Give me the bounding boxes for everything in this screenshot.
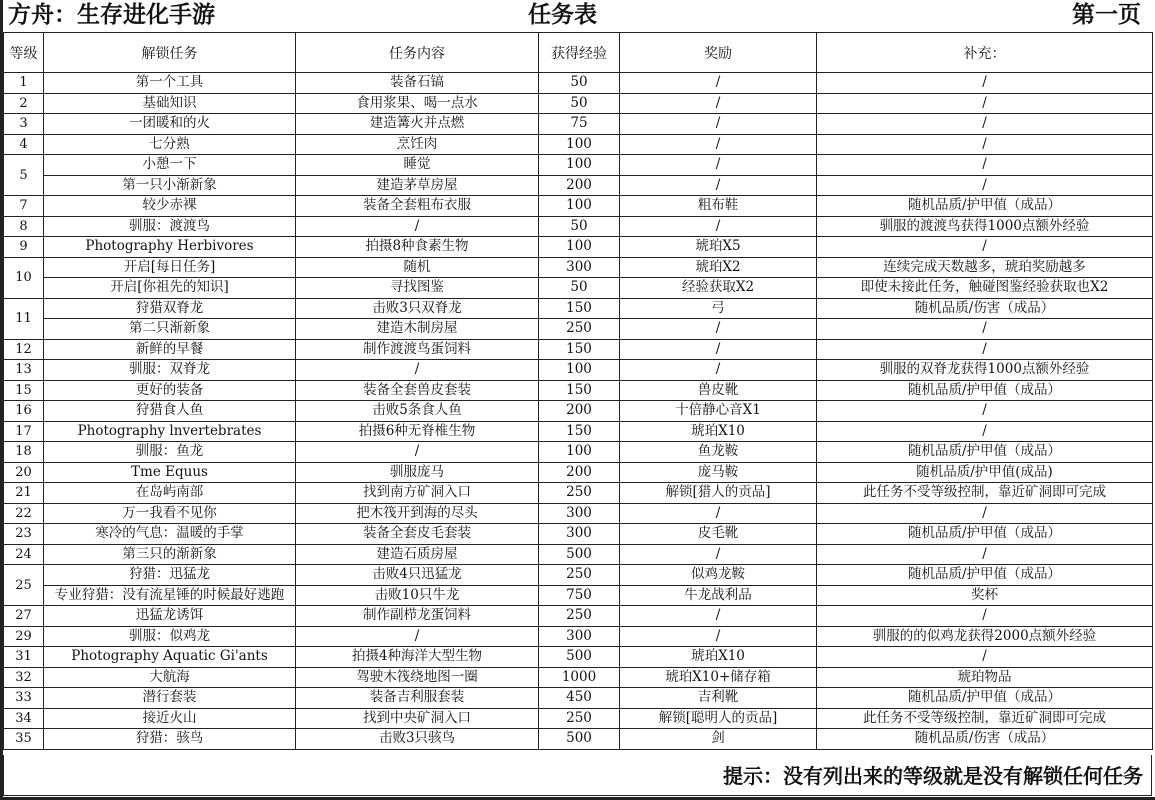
cell-reward: 鱼龙鞍	[620, 442, 817, 463]
cell-exp: 450	[539, 688, 620, 709]
footer-hint: 提示：没有列出来的等级就是没有解锁任何任务	[723, 764, 1143, 788]
cell-level: 7	[4, 196, 44, 217]
cell-level: 16	[4, 401, 44, 422]
cell-content: /	[296, 442, 539, 463]
cell-content: 击败3只骇鸟	[296, 729, 539, 750]
cell-note: /	[817, 319, 1153, 340]
cell-note: /	[817, 114, 1153, 135]
table-row	[4, 708, 1153, 729]
cell-exp: 250	[539, 708, 620, 729]
cell-content: 装备石镐	[296, 73, 539, 94]
cell-exp: 250	[539, 565, 620, 586]
cell-note: 随机品质/护甲值（成品）	[817, 380, 1153, 401]
cell-reward: 粗布鞋	[620, 196, 817, 217]
cell-content: /	[296, 360, 539, 381]
cell-reward: /	[620, 175, 817, 196]
table-row	[4, 442, 1153, 463]
cell-reward: /	[620, 544, 817, 565]
cell-level: 31	[4, 647, 44, 668]
cell-quest: 在岛屿南部	[44, 483, 296, 504]
cell-content: 击败4只迅猛龙	[296, 565, 539, 586]
cell-level: 11	[4, 298, 44, 339]
cell-quest: 狩猎食人鱼	[44, 401, 296, 422]
cell-content: 建造石质房屋	[296, 544, 539, 565]
cell-exp: 200	[539, 462, 620, 483]
cell-content: 拍摄8种食素生物	[296, 237, 539, 258]
column-header-reward: 奖励	[620, 33, 817, 73]
cell-exp: 150	[539, 298, 620, 319]
cell-exp: 50	[539, 278, 620, 299]
cell-level: 3	[4, 114, 44, 135]
page-label: 第一页	[1072, 2, 1141, 28]
cell-reward: /	[620, 503, 817, 524]
cell-level: 15	[4, 380, 44, 401]
cell-note: 随机品质/护甲值（成品）	[817, 196, 1153, 217]
table-row	[4, 216, 1153, 237]
cell-reward: 琥珀X10+储存箱	[620, 667, 817, 688]
table-row	[4, 134, 1153, 155]
cell-quest: 七分熟	[44, 134, 296, 155]
cell-note: /	[817, 134, 1153, 155]
cell-quest: 小憩一下	[44, 155, 296, 176]
cell-exp: 200	[539, 175, 620, 196]
cell-quest: 开启[每日任务]	[44, 257, 296, 278]
cell-reward: 似鸡龙鞍	[620, 565, 817, 586]
cell-exp: 300	[539, 626, 620, 647]
cell-content: 随机	[296, 257, 539, 278]
cell-content: 装备全套兽皮套装	[296, 380, 539, 401]
cell-level: 13	[4, 360, 44, 381]
table-row	[4, 257, 1153, 278]
cell-quest: 更好的装备	[44, 380, 296, 401]
table-row	[4, 298, 1153, 319]
table-row	[4, 175, 1153, 196]
cell-reward: /	[620, 114, 817, 135]
cell-reward: 兽皮靴	[620, 380, 817, 401]
cell-reward: 弓	[620, 298, 817, 319]
cell-exp: 100	[539, 442, 620, 463]
cell-quest: 驯服：渡渡鸟	[44, 216, 296, 237]
table-row	[4, 503, 1153, 524]
cell-reward: 牛龙战利品	[620, 585, 817, 606]
cell-quest: 狩猎双脊龙	[44, 298, 296, 319]
cell-level: 2	[4, 93, 44, 114]
cell-level: 5	[4, 155, 44, 196]
cell-reward: 吉利靴	[620, 688, 817, 709]
cell-content: 击败10只牛龙	[296, 585, 539, 606]
cell-quest: Photography Herbivores	[44, 237, 296, 258]
cell-content: 装备全套粗布衣服	[296, 196, 539, 217]
cell-note: /	[817, 606, 1153, 627]
cell-note: /	[817, 421, 1153, 442]
cell-reward: /	[620, 606, 817, 627]
column-header-note: 补充：	[817, 33, 1153, 73]
cell-level: 32	[4, 667, 44, 688]
table-row	[4, 688, 1153, 709]
column-header-quest: 解锁任务	[44, 33, 296, 73]
cell-reward: /	[620, 134, 817, 155]
cell-content: 睡觉	[296, 155, 539, 176]
cell-level: 35	[4, 729, 44, 750]
cell-note: 随机品质/护甲值(成品)	[817, 462, 1153, 483]
cell-quest: 第三只的渐新象	[44, 544, 296, 565]
cell-note: /	[817, 73, 1153, 94]
cell-note: 此任务不受等级控制，靠近矿洞即可完成	[817, 483, 1153, 504]
cell-note: 随机品质/护甲值（成品）	[817, 442, 1153, 463]
cell-quest: 驯服：似鸡龙	[44, 626, 296, 647]
cell-quest: 驯服：鱼龙	[44, 442, 296, 463]
table-row	[4, 278, 1153, 299]
cell-reward: 解锁[猎人的贡品]	[620, 483, 817, 504]
table-row	[4, 155, 1153, 176]
cell-quest: 较少赤裸	[44, 196, 296, 217]
title-bar	[0, 0, 1155, 32]
cell-content: 击败5条食人鱼	[296, 401, 539, 422]
cell-content: /	[296, 626, 539, 647]
cell-level: 34	[4, 708, 44, 729]
cell-note: /	[817, 237, 1153, 258]
cell-reward: 剑	[620, 729, 817, 750]
cell-exp: 250	[539, 483, 620, 504]
cell-reward: /	[620, 216, 817, 237]
cell-exp: 50	[539, 93, 620, 114]
cell-level: 1	[4, 73, 44, 94]
cell-content: 建造木制房屋	[296, 319, 539, 340]
cell-content: 装备全套皮毛套装	[296, 524, 539, 545]
cell-reward: 经验获取X2	[620, 278, 817, 299]
cell-reward: /	[620, 626, 817, 647]
cell-note: 此任务不受等级控制，靠近矿洞即可完成	[817, 708, 1153, 729]
cell-level: 9	[4, 237, 44, 258]
cell-note: 驯服的渡渡鸟获得1000点额外经验	[817, 216, 1153, 237]
cell-quest: Photography lnvertebrates	[44, 421, 296, 442]
column-header-content: 任务内容	[296, 33, 539, 73]
cell-exp: 300	[539, 503, 620, 524]
cell-note: /	[817, 175, 1153, 196]
table-row	[4, 421, 1153, 442]
table-row	[4, 606, 1153, 627]
cell-note: 驯服的的似鸡龙获得2000点额外经验	[817, 626, 1153, 647]
table-row	[4, 93, 1153, 114]
cell-note: /	[817, 647, 1153, 668]
cell-exp: 250	[539, 319, 620, 340]
cell-note: /	[817, 155, 1153, 176]
cell-note: 即使未接此任务，触碰图鉴经验获取也X2	[817, 278, 1153, 299]
table-row	[4, 667, 1153, 688]
cell-reward: 琥珀X10	[620, 647, 817, 668]
table-row	[4, 73, 1153, 94]
quest-table-body	[4, 73, 1153, 750]
cell-content: 拍摄4种海洋大型生物	[296, 647, 539, 668]
table-row	[4, 462, 1153, 483]
cell-level: 8	[4, 216, 44, 237]
cell-quest: 专业狩猎：没有流星锤的时候最好逃跑	[44, 585, 296, 606]
table-row	[4, 483, 1153, 504]
cell-quest: 驯服：双脊龙	[44, 360, 296, 381]
cell-note: 随机品质/护甲值（成品）	[817, 688, 1153, 709]
cell-exp: 50	[539, 216, 620, 237]
cell-reward: 解锁[聪明人的贡品]	[620, 708, 817, 729]
cell-level: 33	[4, 688, 44, 709]
cell-content: /	[296, 216, 539, 237]
cell-note: /	[817, 401, 1153, 422]
cell-exp: 150	[539, 339, 620, 360]
cell-exp: 200	[539, 401, 620, 422]
cell-exp: 50	[539, 73, 620, 94]
cell-level: 25	[4, 565, 44, 606]
cell-level: 24	[4, 544, 44, 565]
header-row	[4, 33, 1153, 73]
cell-content: 驯服庞马	[296, 462, 539, 483]
cell-reward: /	[620, 155, 817, 176]
cell-reward: /	[620, 319, 817, 340]
table-row	[4, 196, 1153, 217]
cell-exp: 100	[539, 155, 620, 176]
cell-level: 29	[4, 626, 44, 647]
cell-level: 21	[4, 483, 44, 504]
cell-exp: 150	[539, 380, 620, 401]
cell-exp: 100	[539, 360, 620, 381]
cell-content: 建造篝火并点燃	[296, 114, 539, 135]
column-header-exp: 获得经验	[539, 33, 620, 73]
cell-level: 22	[4, 503, 44, 524]
cell-quest: 寒冷的气息：温暖的手掌	[44, 524, 296, 545]
cell-level: 20	[4, 462, 44, 483]
cell-quest: 狩猎：迅猛龙	[44, 565, 296, 586]
cell-content: 烹饪肉	[296, 134, 539, 155]
cell-note: 随机品质/伤害（成品）	[817, 298, 1153, 319]
cell-note: /	[817, 93, 1153, 114]
cell-exp: 100	[539, 237, 620, 258]
cell-note: 随机品质/护甲值（成品）	[817, 565, 1153, 586]
cell-content: 驾驶木筏绕地图一圈	[296, 667, 539, 688]
cell-exp: 75	[539, 114, 620, 135]
cell-note: 驯服的双脊龙获得1000点额外经验	[817, 360, 1153, 381]
cell-quest: 第二只渐新象	[44, 319, 296, 340]
cell-content: 找到南方矿洞入口	[296, 483, 539, 504]
cell-level: 27	[4, 606, 44, 627]
table-row	[4, 626, 1153, 647]
cell-content: 制作副栉龙蛋饲料	[296, 606, 539, 627]
table-row	[4, 114, 1153, 135]
cell-reward: /	[620, 73, 817, 94]
cell-note: /	[817, 503, 1153, 524]
cell-exp: 300	[539, 524, 620, 545]
cell-content: 把木筏开到海的尽头	[296, 503, 539, 524]
cell-level: 10	[4, 257, 44, 298]
cell-reward: 琥珀X10	[620, 421, 817, 442]
cell-reward: /	[620, 360, 817, 381]
quest-table	[3, 32, 1153, 750]
cell-content: 击败3只双脊龙	[296, 298, 539, 319]
cell-level: 23	[4, 524, 44, 545]
cell-content: 装备吉利服套装	[296, 688, 539, 709]
cell-quest: 开启[你祖先的知识]	[44, 278, 296, 299]
cell-level: 4	[4, 134, 44, 155]
cell-quest: 万一我看不见你	[44, 503, 296, 524]
cell-content: 寻找图鉴	[296, 278, 539, 299]
cell-exp: 250	[539, 606, 620, 627]
table-row	[4, 380, 1153, 401]
cell-note: 随机品质/护甲值（成品）	[817, 524, 1153, 545]
table-row	[4, 319, 1153, 340]
cell-reward: 皮毛靴	[620, 524, 817, 545]
cell-quest: 迅猛龙诱饵	[44, 606, 296, 627]
table-row	[4, 585, 1153, 606]
cell-exp: 750	[539, 585, 620, 606]
cell-exp: 1000	[539, 667, 620, 688]
cell-quest: 接近火山	[44, 708, 296, 729]
cell-quest: 新鲜的早餐	[44, 339, 296, 360]
cell-quest: 第一只小渐新象	[44, 175, 296, 196]
cell-level: 18	[4, 442, 44, 463]
cell-level: 12	[4, 339, 44, 360]
quest-table-header	[4, 33, 1153, 73]
cell-exp: 100	[539, 196, 620, 217]
cell-exp: 500	[539, 729, 620, 750]
cell-exp: 300	[539, 257, 620, 278]
cell-content: 拍摄6种无脊椎生物	[296, 421, 539, 442]
cell-reward: 琥珀X5	[620, 237, 817, 258]
cell-note: 奖杯	[817, 585, 1153, 606]
table-row	[4, 544, 1153, 565]
cell-note: 琥珀物品	[817, 667, 1153, 688]
cell-exp: 500	[539, 544, 620, 565]
table-row	[4, 401, 1153, 422]
cell-reward: /	[620, 339, 817, 360]
cell-reward: 庞马鞍	[620, 462, 817, 483]
cell-quest: 潜行套装	[44, 688, 296, 709]
table-row	[4, 524, 1153, 545]
sheet-title: 任务表	[528, 2, 597, 28]
cell-quest: 基础知识	[44, 93, 296, 114]
cell-content: 建造茅草房屋	[296, 175, 539, 196]
cell-exp: 150	[539, 421, 620, 442]
cell-content: 食用浆果、喝一点水	[296, 93, 539, 114]
cell-note: /	[817, 339, 1153, 360]
cell-reward: 十倍静心音X1	[620, 401, 817, 422]
cell-note: /	[817, 544, 1153, 565]
footer	[3, 755, 1152, 796]
cell-level: 17	[4, 421, 44, 442]
table-row	[4, 729, 1153, 750]
table-row	[4, 360, 1153, 381]
table-row	[4, 339, 1153, 360]
cell-reward: 琥珀X2	[620, 257, 817, 278]
cell-content: 制作渡渡鸟蛋饲料	[296, 339, 539, 360]
app-title: 方舟：生存进化手游	[8, 2, 215, 28]
cell-note: 连续完成天数越多，琥珀奖励越多	[817, 257, 1153, 278]
cell-quest: 一团暖和的火	[44, 114, 296, 135]
cell-note: 随机品质/伤害（成品）	[817, 729, 1153, 750]
column-header-level: 等级	[4, 33, 44, 73]
cell-quest: 第一个工具	[44, 73, 296, 94]
table-row	[4, 237, 1153, 258]
cell-quest: Tme Equus	[44, 462, 296, 483]
cell-reward: /	[620, 93, 817, 114]
table-row	[4, 565, 1153, 586]
cell-exp: 100	[539, 134, 620, 155]
cell-exp: 500	[539, 647, 620, 668]
cell-quest: 狩猎：骇鸟	[44, 729, 296, 750]
cell-content: 找到中央矿洞入口	[296, 708, 539, 729]
table-row	[4, 647, 1153, 668]
cell-quest: 大航海	[44, 667, 296, 688]
cell-quest: Photography Aquatic Gi'ants	[44, 647, 296, 668]
